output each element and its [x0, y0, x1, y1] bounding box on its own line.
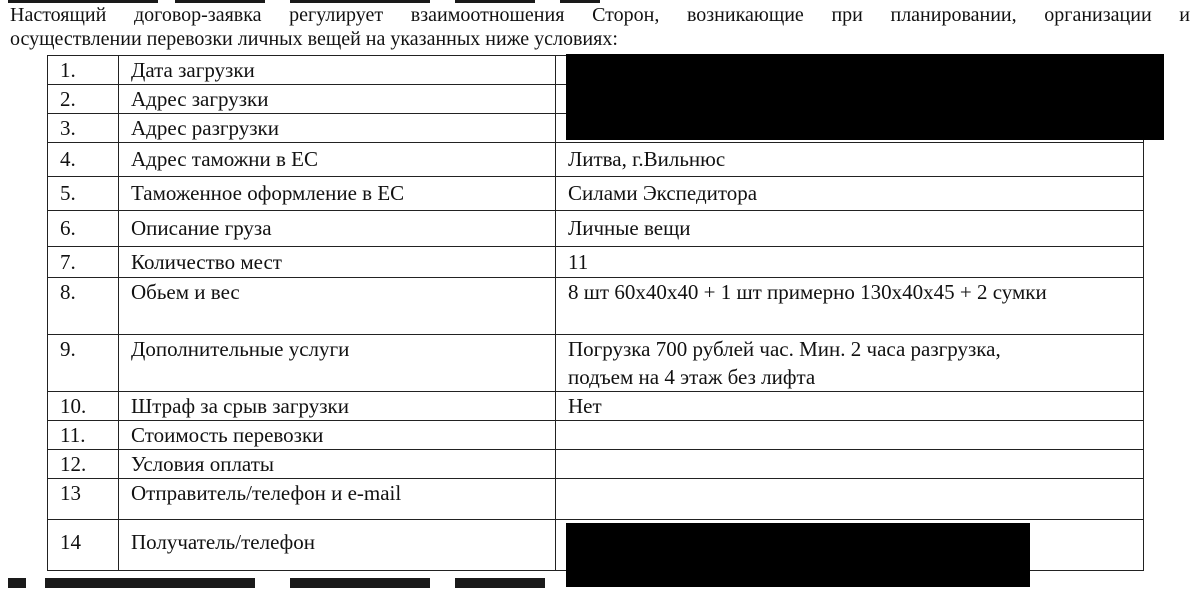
row-value: Литва, г.Вильнюс	[556, 143, 1144, 177]
row-value	[556, 450, 1144, 479]
row-number: 10.	[48, 392, 119, 421]
redaction-block-top	[566, 54, 1164, 140]
row-value: Силами Экспедитора	[556, 177, 1144, 211]
row-value: Личные вещи	[556, 211, 1144, 247]
row-value: Нет	[556, 392, 1144, 421]
row-label: Описание груза	[119, 211, 556, 247]
row-value: 11	[556, 247, 1144, 278]
row-value	[556, 479, 1144, 520]
row-value	[556, 421, 1144, 450]
row-label: Условия оплаты	[119, 450, 556, 479]
row-number: 7.	[48, 247, 119, 278]
row-label: Адрес загрузки	[119, 85, 556, 114]
row-label: Стоимость перевозки	[119, 421, 556, 450]
row-label: Штраф за срыв загрузки	[119, 392, 556, 421]
table-row	[48, 450, 1144, 479]
row-value: 8 шт 60х40х40 + 1 шт примерно 130х40х45 + 2 сумки	[556, 278, 1144, 335]
row-label: Получатель/телефон	[119, 520, 556, 571]
intro-line-1: Настоящий договор-заявка регулирует взаимоотношения Сторон, возникающие при планировании, организации и	[10, 4, 1190, 26]
table-row	[48, 278, 1144, 335]
table-row	[48, 479, 1144, 520]
table-row	[48, 211, 1144, 247]
table-row	[48, 143, 1144, 177]
row-number: 5.	[48, 177, 119, 211]
row-number: 6.	[48, 211, 119, 247]
cropped-next-line	[0, 578, 1200, 590]
row-number: 2.	[48, 85, 119, 114]
row-label: Дата загрузки	[119, 56, 556, 85]
row-label: Обьем и вес	[119, 278, 556, 335]
row-number: 9.	[48, 335, 119, 392]
row-number: 4.	[48, 143, 119, 177]
table-row	[48, 421, 1144, 450]
table-row	[48, 177, 1144, 211]
table-row	[48, 392, 1144, 421]
row-number: 3.	[48, 114, 119, 143]
row-number: 14	[48, 520, 119, 571]
row-number: 12.	[48, 450, 119, 479]
row-label: Адрес таможни в ЕС	[119, 143, 556, 177]
row-label: Отправитель/телефон и e-mail	[119, 479, 556, 520]
row-number: 8.	[48, 278, 119, 335]
intro-line-2: осуществлении перевозки личных вещей на указанных ниже условиях:	[10, 28, 618, 50]
row-number: 13	[48, 479, 119, 520]
row-label: Адрес разгрузки	[119, 114, 556, 143]
row-label: Количество мест	[119, 247, 556, 278]
table-row	[48, 335, 1144, 392]
row-number: 1.	[48, 56, 119, 85]
row-label: Дополнительные услуги	[119, 335, 556, 392]
intro-paragraph	[10, 3, 1190, 51]
table-row	[48, 247, 1144, 278]
row-label: Таможенное оформление в ЕС	[119, 177, 556, 211]
row-number: 11.	[48, 421, 119, 450]
row-value: Погрузка 700 рублей час. Мин. 2 часа разгрузка, подъем на 4 этаж без лифта	[556, 335, 1144, 392]
